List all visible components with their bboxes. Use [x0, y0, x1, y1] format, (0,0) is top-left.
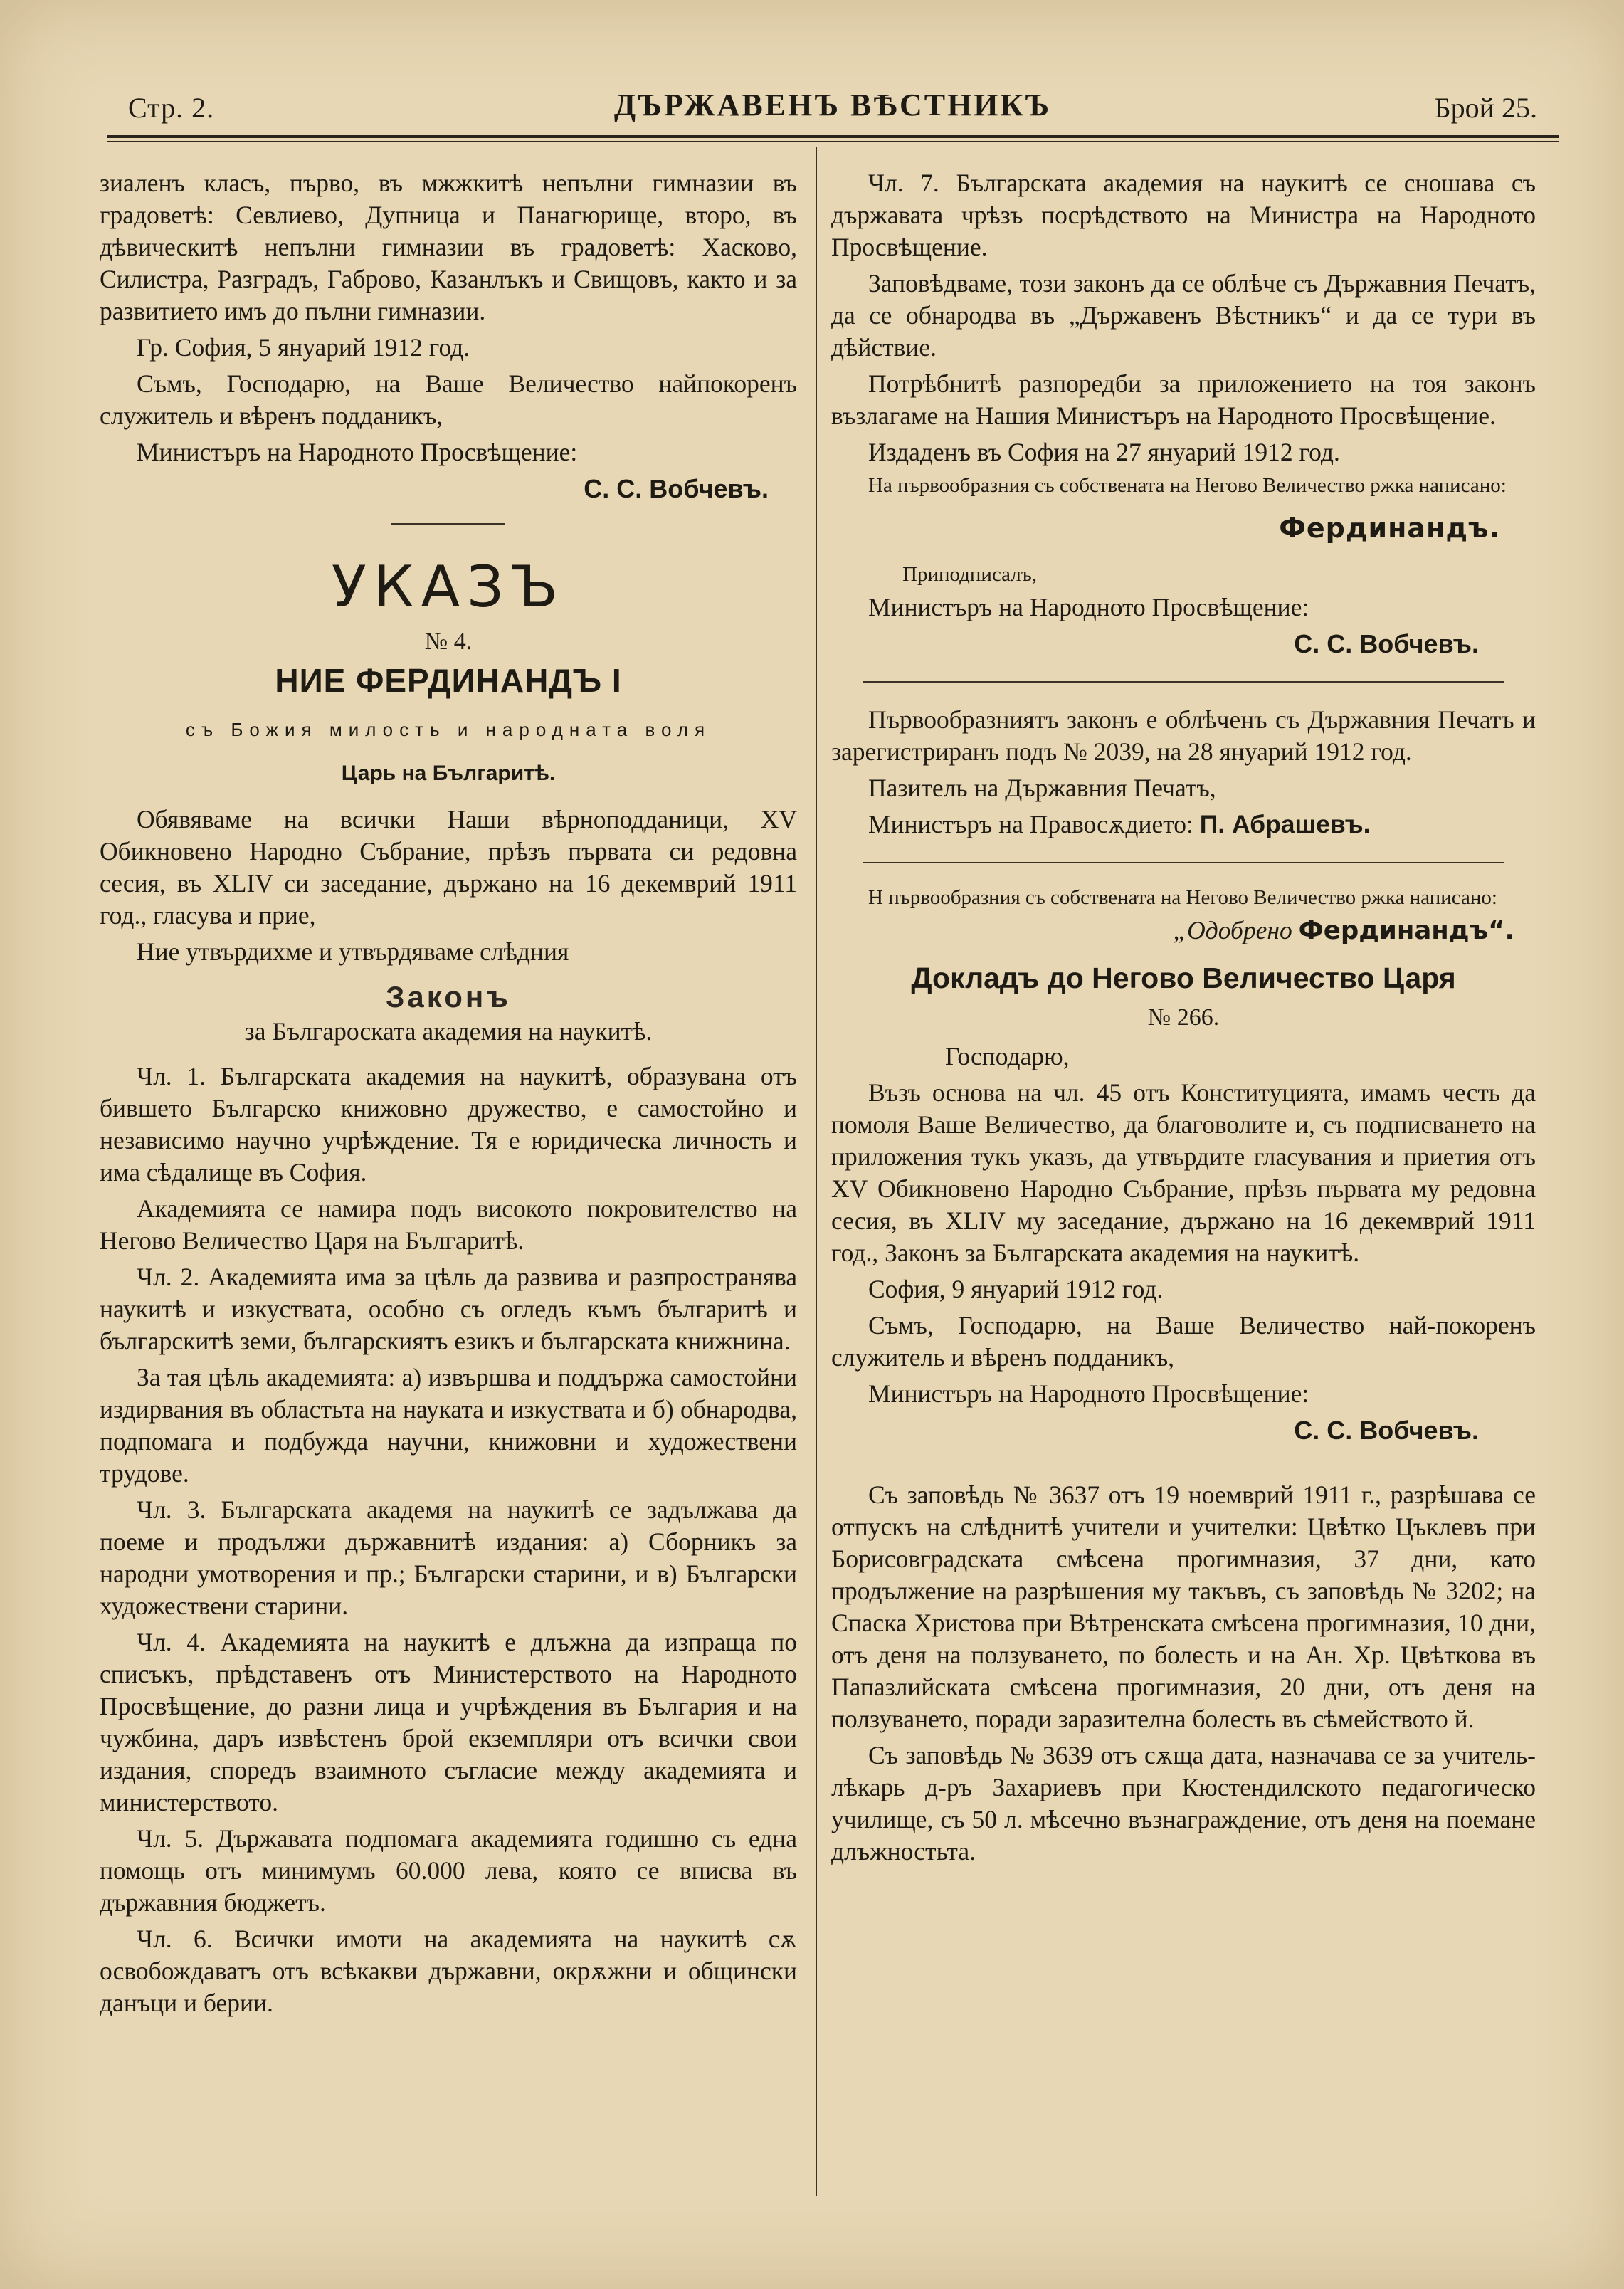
order-paragraph: Заповѣдваме, този законъ да се облѣче съ Държавния Печатъ, да се обнародва въ „Държавенъ Вѣстникъ“ и да се тури въ дѣйствие. — [831, 269, 1536, 362]
newspaper-title: ДЪРЖАВЕНЪ ВѢСТНИКЪ — [613, 88, 1052, 122]
spacer — [831, 1451, 1536, 1479]
zakon-heading: Законъ — [386, 980, 511, 1014]
page-header — [128, 84, 1537, 134]
minister-label-right: Министъръ на Народното Просвѣщение: — [868, 593, 1309, 621]
report-date-right: София, 9 януарий 1912 год. — [868, 1275, 1164, 1303]
separator — [863, 862, 1504, 863]
original-note: На първообразния съ собствената на Негово Величество ржка написано: — [868, 474, 1507, 497]
article-paragraph: Чл. 6. Всички имоти на академията на наукитѣ сѫ освобождаватъ отъ всѣкакви държавни, окрѫжни и общински данъци и берии. — [100, 1925, 797, 2017]
issue-number: Брой 25. — [1434, 92, 1537, 124]
ukaz-heading: УКАЗЪ — [331, 554, 566, 620]
issued-line: Издаденъ въ София на 27 януарий 1912 год. — [868, 438, 1340, 466]
leave-order-paragraph: Съ заповѣдь № 3637 отъ 19 ноемврий 1911 г., разрѣшава се отпускъ на слѣднитѣ учители и учителки: Цвѣтко Цъклевъ при Борисовградската смѣсена прогимназия, 37 дни, като продължение на разрѣшения му такъвъ, съ заповѣдь № 3202; на Спаска Христова при Вѣтренската смѣсена прогимназия, 10 дни, отъ деня на ползуването, по болесть и на Ан. Хр. Цвѣткова въ Папазлийската смѣсена прогимназия, 20 дни, отъ деня на ползуването, поради заразителна болесть въ сѣмейството й. — [831, 1480, 1536, 1733]
right-column — [831, 167, 1536, 1872]
approved-line: Ние утвърдихме и утвърдяваме слѣдния — [137, 937, 569, 966]
needed-paragraph: Потрѣбнитѣ разпоредби за приложението на тоя законъ възлагаме на Нашия Министъръ на Народното Просвѣщение. — [831, 369, 1536, 430]
we-ferdinand-heading: НИЕ ФЕРДИНАНДЪ I — [275, 662, 622, 699]
article-paragraph: Чл. 4. Академията на наукитѣ е длъжна да изпраща по списъкъ, прѣдставенъ отъ Министерството на Народното Просвѣщение, до разни лица и учрѣждения въ България и на чужбина, даръ извѣстенъ брой екземпляри отъ всички свои издания, споредъ взаимното съгласие между академията и министерството. — [100, 1628, 797, 1816]
servant-line-left: Съмъ, Господарю, на Ваше Величество найпокоренъ служитель и вѣренъ подданикъ, — [100, 369, 797, 430]
header-rule-thin — [107, 141, 1559, 142]
announce-paragraph: Обявяваме на всички Наши вѣрноподданици, XV Обикновено Народно Събрание, прѣзъ първата си редовна сесия, въ XLIV си заседание, държано на 16 декемврий 1911 год., гласува и прие, — [100, 805, 797, 930]
doctor-order-paragraph: Съ заповѣдь № 3639 отъ сѫща дата, назначава се за учитель-лѣкарь д-ръ Захариевъ при Кюстендилското педагогическо училище, съ 50 л. мѣсечно възнаграждение, отъ деня на поемане длъжностьта. — [831, 1741, 1536, 1866]
article-paragraph: Академията се намира подъ високото покровителство на Негово Величество Царя на Българитѣ. — [100, 1194, 797, 1255]
article-paragraph: Чл. 5. Държавата подпомага академията годишно съ една помощь отъ минимумъ 60.000 лева, която се вписва въ държавния бюджетъ. — [100, 1824, 797, 1917]
header-rule — [107, 135, 1559, 138]
report-date-left: Гр. София, 5 януарий 1912 год. — [137, 333, 470, 362]
approved-ferdinand-name: Фердинандъ“. — [1298, 916, 1514, 945]
countersigned-label: Приподписалъ, — [902, 563, 1038, 586]
article-paragraph: Чл. 2. Академията има за цѣль да развива и разпространява наукитѣ и изкуствата, особно съ огледъ къмъ българитѣ и българскитѣ земи, българскиятъ езикъ и българската книжнина. — [100, 1263, 797, 1355]
report-body: Възъ основа на чл. 45 отъ Конституцията, имамъ честь да помоля Ваше Величество, да благоволите и, съ подписването на приложения тукъ указъ, да утвърдите гласувания и приетия отъ XV Обикновено Народно Събрание, прѣзъ първата му редовна сесия, въ XLIV му заседание, държано на 16 декемврий 1911 год., Законъ за Българската академия на наукитѣ. — [831, 1078, 1536, 1267]
intro-paragraph: зиаленъ класъ, първо, въ мжжкитѣ непълни гимназии въ градоветѣ: Севлиево, Дупница и Панагюрище, второ, въ дѣвическитѣ непълни гимназии въ градоветѣ: Хасково, Силистра, Разградъ, Габрово, Казанлъкъ и Свищовъ, както и за развитието имъ до пълни гимназии. — [100, 169, 797, 325]
justice-minister-line — [831, 809, 1536, 841]
ukaz-number: № 4. — [424, 628, 473, 655]
separator — [391, 523, 505, 525]
minister-label-left: Министъръ на Народното Просвѣщение: — [137, 438, 578, 466]
approved-ferdinand-line — [831, 915, 1514, 947]
separator — [863, 681, 1504, 683]
article-7: Чл. 7. Българската академия на наукитѣ се сношава съ държавата чрѣзъ посрѣдството на Министра на Народното Просвѣщение. — [831, 169, 1536, 261]
ferdinand-signature: Фердинандъ. — [1279, 512, 1500, 544]
page-number: Стр. 2. — [128, 92, 215, 124]
column-divider — [816, 147, 817, 2196]
zakon-subheading: за Българоската академия на наукитѣ. — [244, 1017, 653, 1046]
sire-salutation: Господарю, — [945, 1042, 1070, 1070]
article-paragraph: Чл. 1. Българската академия на наукитѣ, образувана отъ бившето Българско книжовно дружество, е самостойно и независимо научно учрѣждение. Тя е юридическа личность и има сѣдалище въ София. — [100, 1062, 797, 1186]
approved-prefix: „Одобрено — [1173, 916, 1292, 944]
servant-line-right: Съмъ, Господарю, на Ваше Величество най-покоренъ служитель и вѣренъ подданикъ, — [831, 1311, 1536, 1372]
registered-paragraph: Първообразниятъ законъ е облѣченъ съ Държавния Печатъ и зарегистриранъ подъ № 2039, на 28 януарий 1912 год. — [831, 705, 1536, 766]
original-note-2: Н първообразния съ собствената на Негово Величество ржка написано: — [868, 886, 1497, 909]
report-heading: Докладъ до Негово Величество Царя — [911, 962, 1456, 994]
grace-line: съ Божия милость и народната воля — [185, 719, 712, 740]
tsar-line: Царь на Българитѣ. — [341, 762, 556, 785]
minister-label-right-2: Министъръ на Народното Просвѣщение: — [868, 1379, 1309, 1408]
article-paragraph: За тая цѣль академията: а) извършва и поддържа самостойни издирвания въ областьта на науката и изкуствата и б) обнародва, подпомага и подбужда научни, книжовни и художествени трудове. — [100, 1363, 797, 1488]
report-number: № 266. — [1147, 1004, 1220, 1031]
left-column — [100, 167, 797, 2024]
signer-right: С. С. Вобчевъ. — [1294, 629, 1479, 658]
justice-minister-name: П. Абрашевъ. — [1199, 810, 1371, 838]
justice-minister-label: Министъръ на Правосѫдието: — [868, 810, 1193, 838]
signer-left: С. С. Вобчевъ. — [584, 474, 769, 503]
signer-right-2: С. С. Вобчевъ. — [1294, 1416, 1479, 1445]
article-paragraph: Чл. 3. Българската академя на наукитѣ се задължава да поеме и продължи държавнитѣ издания: а) Сборникъ за народни умотворения и пр.; Български старини, и в) Български художествени старини. — [100, 1495, 797, 1620]
keeper-line: Пазитель на Държавния Печатъ, — [868, 774, 1216, 802]
